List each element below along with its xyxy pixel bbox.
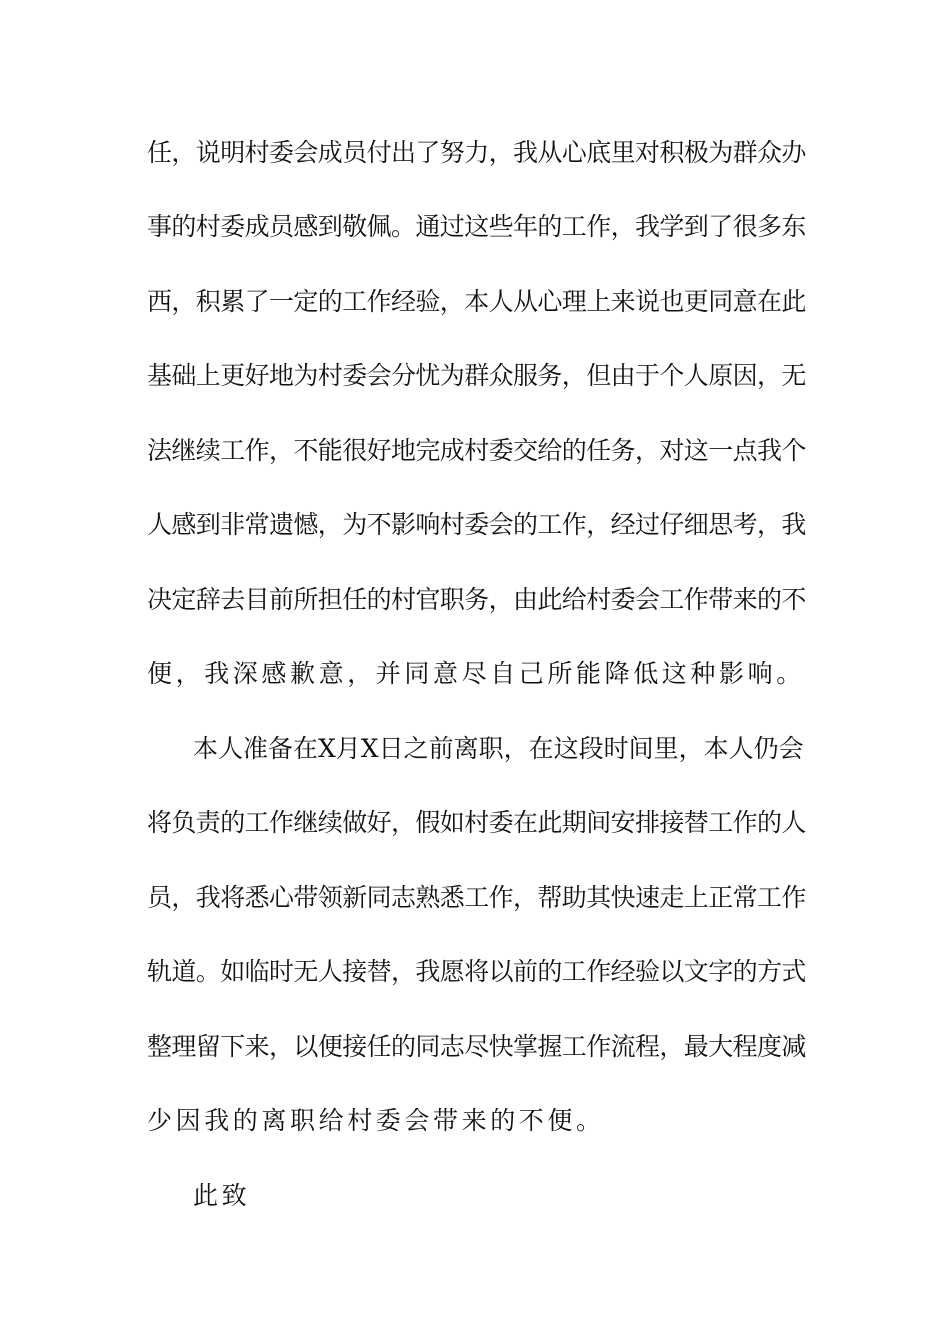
text-line: 整理留下来，以便接任的同志尽快掌握工作流程，最大程度减 — [147, 1032, 806, 1061]
text-line: 人感到非常遗憾，为不影响村委会的工作，经过仔细思考，我 — [147, 510, 806, 539]
text-line: 便，我深感歉意，并同意尽自己所能降低这种影响。 — [147, 659, 805, 688]
text-line: 决定辞去目前所担任的村官职务，由此给村委会工作带来的不 — [147, 585, 806, 614]
text-line: 西，积累了一定的工作经验，本人从心理上来说也更同意在此 — [147, 287, 806, 316]
text-line: 事的村委成员感到敬佩。通过这些年的工作，我学到了很多东 — [147, 212, 806, 241]
text-line: 将负责的工作继续做好，假如村委在此期间安排接替工作的人 — [147, 808, 806, 837]
paragraph-start-line: 本人准备在X月X日之前离职，在这段时间里，本人仍会 — [193, 734, 804, 763]
text-line: 基础上更好地为村委会分忧为群众服务，但由于个人原因，无 — [147, 361, 806, 390]
text-line: 轨道。如临时无人接替，我愿将以前的工作经验以文字的方式 — [147, 957, 806, 986]
text-line: 员，我将悉心带领新同志熟悉工作，帮助其快速走上正常工作 — [147, 883, 806, 912]
text-line: 少因我的离职给村委会带来的不便。 — [147, 1106, 605, 1135]
closing-salutation: 此致 — [193, 1181, 251, 1210]
text-line: 任，说明村委会成员付出了努力，我从心底里对积极为群众办 — [147, 138, 806, 167]
text-line: 法继续工作，不能很好地完成村委交给的任务，对这一点我个 — [147, 436, 806, 465]
